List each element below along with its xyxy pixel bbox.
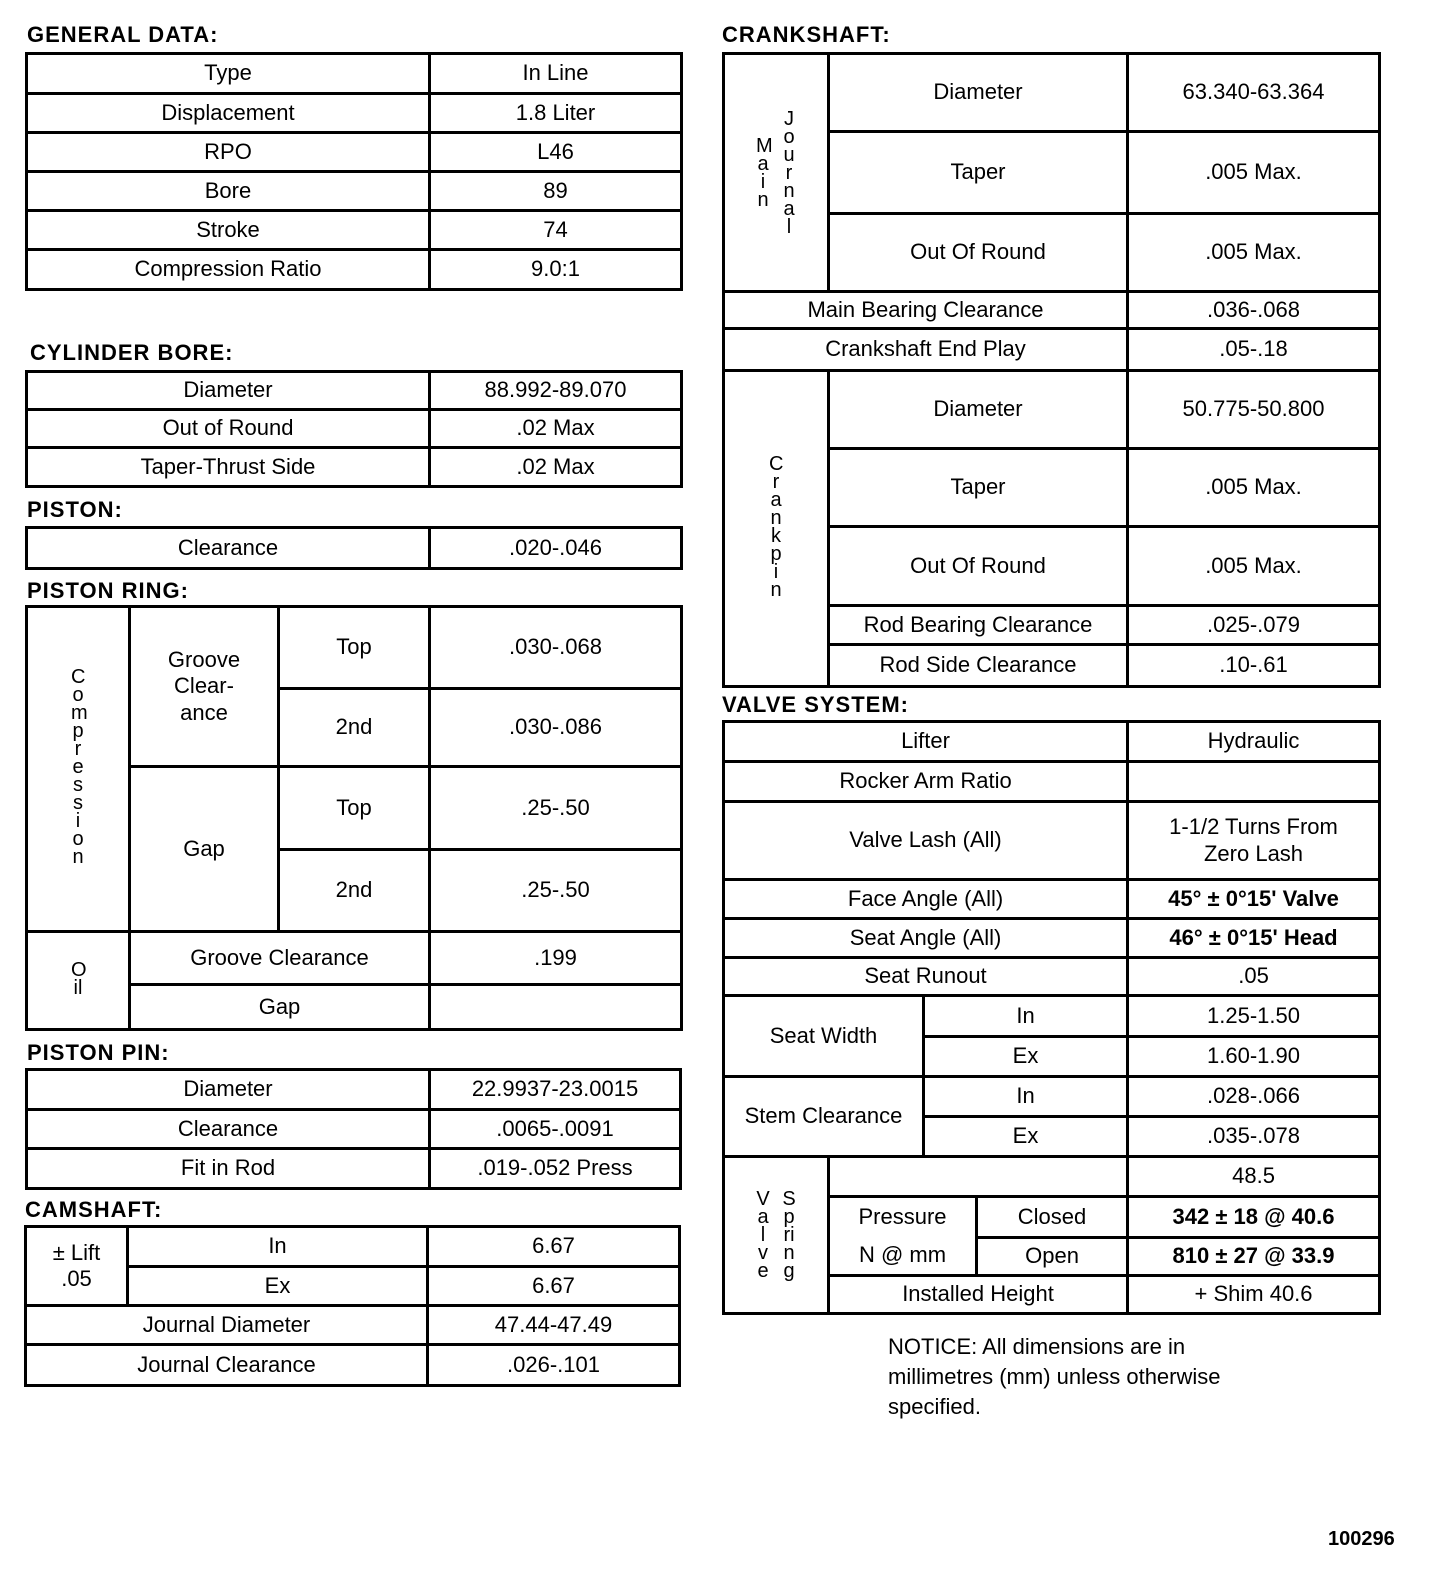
2nd-label: 2nd	[279, 850, 430, 932]
value: .025-.079	[1128, 606, 1380, 645]
value: .02 Max	[430, 410, 682, 448]
in-label: In	[924, 1077, 1128, 1117]
label: Seat Angle (All)	[724, 919, 1128, 958]
value: .05	[1128, 958, 1380, 996]
value: 50.775-50.800	[1128, 371, 1380, 449]
lift-label: ± Lift	[52, 1239, 101, 1265]
value: 1.60-1.90	[1128, 1037, 1380, 1077]
general-data-title: GENERAL DATA:	[27, 22, 219, 47]
figure-code: 100296	[1328, 1528, 1395, 1550]
closed-label: Closed	[977, 1197, 1128, 1238]
label: Crankshaft End Play	[724, 329, 1128, 371]
label: Rod Side Clearance	[829, 645, 1128, 687]
value: .035-.078	[1128, 1117, 1380, 1157]
spring-label: Spring	[782, 1188, 796, 1282]
notice-text: NOTICE: All dimensions are in millimetres (mm) unless otherwise specified.	[888, 1334, 1221, 1419]
label: Stroke	[27, 211, 430, 250]
value: .005 Max.	[1128, 214, 1380, 292]
value: .02 Max	[430, 448, 682, 487]
ex-label: Ex	[924, 1037, 1128, 1077]
value: 63.340-63.364	[1128, 54, 1380, 132]
value: .005 Max.	[1128, 527, 1380, 606]
label: Diameter	[829, 371, 1128, 449]
label: Bore	[27, 172, 430, 211]
value: Hydraulic	[1128, 722, 1380, 762]
piston-title: PISTON:	[27, 497, 123, 522]
value: 1.8 Liter	[430, 94, 682, 133]
label: Diameter	[27, 1070, 430, 1110]
value: 46° ± 0°15' Head	[1128, 919, 1380, 958]
value: .020-.046	[430, 528, 682, 569]
label: Main Bearing Clearance	[724, 292, 1128, 329]
piston-table	[25, 526, 683, 570]
label: Journal Clearance	[26, 1345, 428, 1386]
seat-width-label: Seat Width	[724, 996, 924, 1077]
label: Taper	[829, 132, 1128, 214]
cylinder-bore-title: CYLINDER BORE:	[30, 340, 234, 365]
value: .030-.086	[430, 689, 682, 767]
value	[1128, 762, 1380, 802]
value: L46	[430, 133, 682, 172]
label: Displacement	[27, 94, 430, 133]
label: Out of Round	[27, 410, 430, 448]
label: Diameter	[27, 372, 430, 410]
label: Seat Runout	[724, 958, 1128, 996]
in-label: In	[924, 996, 1128, 1037]
value: .05-.18	[1128, 329, 1380, 371]
main-label: Main	[756, 134, 773, 211]
label: Diameter	[829, 54, 1128, 132]
value	[430, 985, 682, 1030]
camshaft-table	[24, 1225, 681, 1387]
label: Type	[27, 54, 430, 94]
label: RPO	[27, 133, 430, 172]
label: Fit in Rod	[27, 1149, 430, 1189]
journal-label: Journal	[783, 107, 795, 238]
value: 6.67	[428, 1267, 680, 1306]
stem-clearance-label: Stem Clearance	[724, 1077, 924, 1157]
crankpin-label: Crankpin	[769, 452, 784, 601]
in-label: In	[128, 1227, 428, 1267]
piston-pin-table	[25, 1068, 682, 1190]
oil-groove-label: Groove Clearance	[130, 932, 430, 985]
label: Rod Bearing Clearance	[829, 606, 1128, 645]
label: Valve Lash (All)	[724, 802, 1128, 880]
label: Lifter	[724, 722, 1128, 762]
gap-label: Gap	[130, 767, 279, 932]
value: 342 ± 18 @ 40.6	[1128, 1197, 1380, 1238]
value: .25-.50	[430, 767, 682, 850]
compression-label: Compression	[71, 666, 88, 869]
label: Rocker Arm Ratio	[724, 762, 1128, 802]
valve-label: Valve	[756, 1188, 770, 1282]
lift-value: .05	[61, 1266, 92, 1291]
value: + Shim 40.6	[1128, 1276, 1380, 1314]
label: Clearance	[27, 1110, 430, 1149]
top-label: Top	[279, 767, 430, 850]
ex-label: Ex	[924, 1117, 1128, 1157]
value: 6.67	[428, 1227, 680, 1267]
label: Taper-Thrust Side	[27, 448, 430, 487]
value: 45° ± 0°15' Valve	[1128, 880, 1380, 919]
oil-label: Oil	[71, 958, 87, 999]
value: .028-.066	[1128, 1077, 1380, 1117]
label: Compression Ratio	[27, 250, 430, 290]
value: 9.0:1	[430, 250, 682, 290]
label: Taper	[829, 449, 1128, 527]
crankshaft-title: CRANKSHAFT:	[722, 22, 891, 47]
value: In Line	[430, 54, 682, 94]
label: Out Of Round	[829, 214, 1128, 292]
groove-clearance-label: Groove Clear- ance	[130, 607, 279, 767]
value: .0065-.0091	[430, 1110, 681, 1149]
top-label: Top	[279, 607, 430, 689]
open-label: Open	[977, 1237, 1128, 1276]
value: 88.992-89.070	[430, 372, 682, 410]
piston-ring-table	[25, 605, 683, 1031]
cylinder-bore-table	[25, 370, 683, 488]
value: 1.25-1.50	[1128, 996, 1380, 1037]
value: .019-.052 Press	[430, 1149, 681, 1189]
value: .026-.101	[428, 1345, 680, 1386]
label: Journal Diameter	[26, 1306, 428, 1345]
value: .005 Max.	[1128, 132, 1380, 214]
crankshaft-table	[722, 52, 1381, 688]
piston-ring-title: PISTON RING:	[27, 578, 189, 603]
value: 810 ± 27 @ 33.9	[1128, 1237, 1380, 1276]
value: .199	[430, 932, 682, 985]
general-data-table	[25, 52, 683, 291]
oil-gap-label: Gap	[130, 985, 430, 1030]
valve-system-table	[722, 720, 1381, 1315]
label: Face Angle (All)	[724, 880, 1128, 919]
label: Installed Height	[829, 1276, 1128, 1314]
label: Clearance	[27, 528, 430, 569]
value: 48.5	[1128, 1157, 1380, 1197]
value: .036-.068	[1128, 292, 1380, 329]
value: 89	[430, 172, 682, 211]
pressure-label: Pressure N @ mm	[829, 1197, 977, 1276]
value: .25-.50	[430, 850, 682, 932]
value: 47.44-47.49	[428, 1306, 680, 1345]
valve-system-title: VALVE SYSTEM:	[722, 692, 909, 717]
label: Out Of Round	[829, 527, 1128, 606]
value: 22.9937-23.0015	[430, 1070, 681, 1110]
value: .005 Max.	[1128, 449, 1380, 527]
2nd-label: 2nd	[279, 689, 430, 767]
value: .10-.61	[1128, 645, 1380, 687]
value: .030-.068	[430, 607, 682, 689]
value: 1-1/2 Turns From Zero Lash	[1128, 802, 1380, 880]
camshaft-title: CAMSHAFT:	[25, 1197, 163, 1222]
piston-pin-title: PISTON PIN:	[27, 1040, 170, 1065]
ex-label: Ex	[128, 1267, 428, 1306]
value: 74	[430, 211, 682, 250]
